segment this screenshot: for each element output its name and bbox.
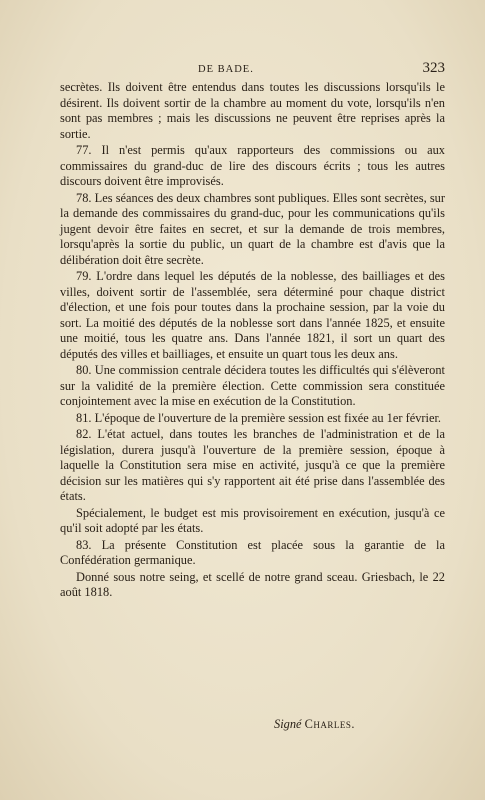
running-head: DE BADE. xyxy=(198,64,254,75)
closing-paragraph: Donné sous notre seing, et scellé de notre grand sceau. Griesbach, le 22 août 1818. xyxy=(60,569,445,599)
article-79: 79. L'ordre dans lequel les députés de la noblesse, des bailliages et des villes, doivent sortir de l'assemblée, sera déterminé pour chaque district d'élection, et une fois pour toutes dans la prochaine session, par la voie du sort. La moitié des députés de la noblesse sort dans l'année 1825, et ensuite une moitié, tous les quatre ans. Dans l'année 1821, il sort un quart des députés des villes et bailliages, et ensuite un quart tous les deux ans. xyxy=(60,269,445,361)
article-81: 81. L'époque de l'ouverture de la première session est fixée au 1er février. xyxy=(76,410,442,425)
article-80: 80. Une commission centrale décidera toutes les difficultés qui s'élèveront sur la validité de la première élection. Cette commission sera constituée conjointement avec la mise en exécution de la Constitution. xyxy=(60,363,445,408)
article-78: 78. Les séances des deux chambres sont publiques. Elles sont secrètes, sur la demande des commissaires du grand-duc, pour les communications qu'ils jugent devoir être faites en secret, et sur la demande de trois membres, lorsqu'après la sortie du public, un quart de la chambre est d'avis que la délibération doit être secrète. xyxy=(60,190,445,267)
body-text xyxy=(60,80,445,602)
signature-name: Charles. xyxy=(304,717,356,731)
signature-line xyxy=(274,717,355,732)
page-header xyxy=(60,60,445,80)
signature-signe: Signé xyxy=(274,717,302,731)
budget-paragraph: Spécialement, le budget est mis provisoirement en exécution, jusqu'à ce qu'il soit adopté par les états. xyxy=(60,505,445,535)
article-77: 77. Il n'est permis qu'aux rapporteurs des commissions ou aux commissaires du grand-duc de lire des discours écrits ; tous les autres discours doivent être improvisés. xyxy=(60,143,445,188)
page-number: 323 xyxy=(422,60,445,76)
article-82: 82. L'état actuel, dans toutes les branches de l'administration et de la législation, durera jusqu'à l'ouverture de la première session, époque à laquelle la Constitution sera mise en activité, jusqu'à ce que la première décision sur les matières qui s'y rapportent ait été prise dans l'assemblée des états. xyxy=(60,427,445,503)
paragraph-continuation: secrètes. Ils doivent être entendus dans toutes les discussions lorsqu'ils le désirent. Ils doivent sortir de la chambre au moment du vote, lorsqu'ils n'en sont pas membres ; mais les discussions ne peuvent être reprises après la sortie. xyxy=(60,80,445,141)
article-83: 83. La présente Constitution est placée sous la garantie de la Confédération germanique. xyxy=(60,537,445,567)
